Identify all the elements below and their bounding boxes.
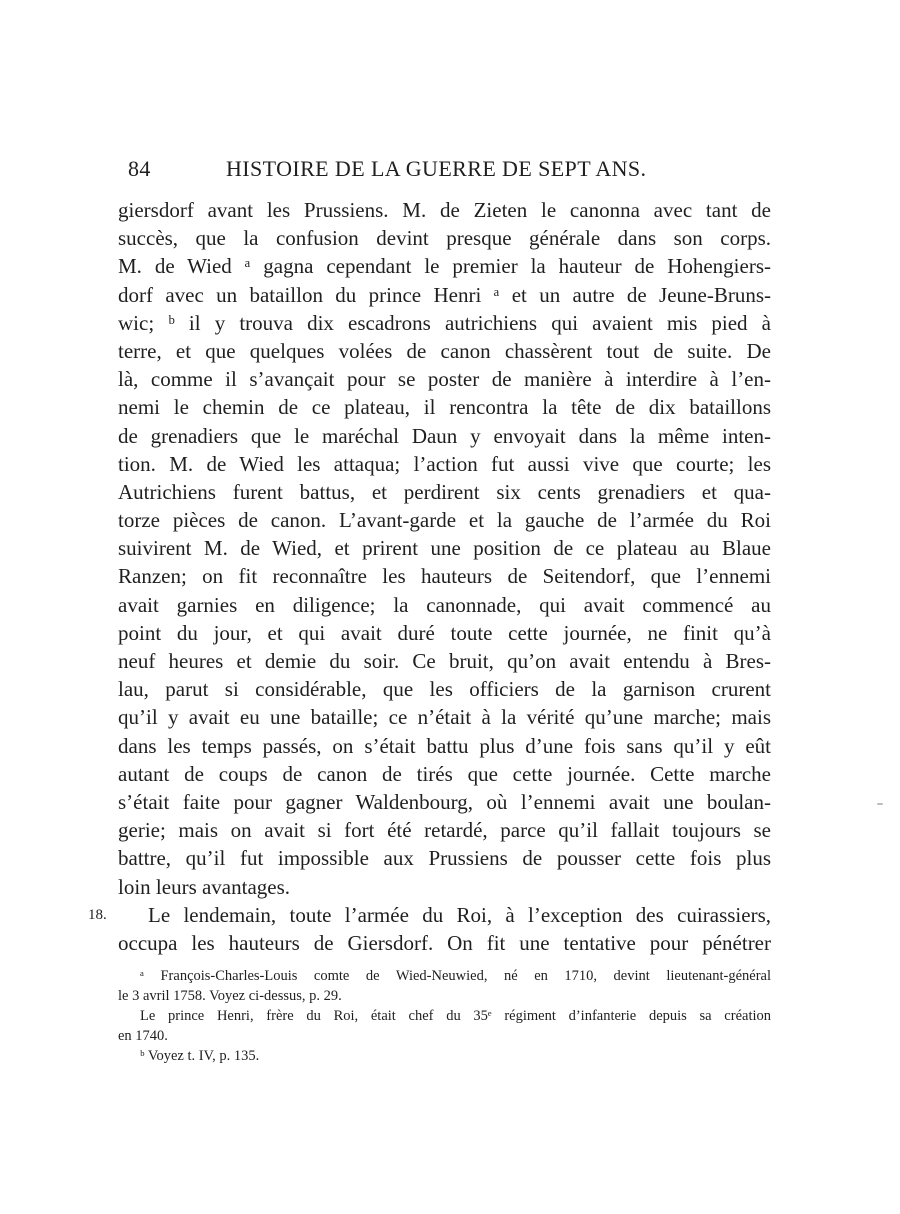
footnote-line: ᵃ François-Charles-Louis comte de Wied-Neuwied, né en 1710, devint lieutenant-général bbox=[140, 968, 771, 984]
text-line: avait garnies en diligence; la canonnade, qui avait commencé au bbox=[118, 592, 771, 617]
text-line: autant de coups de canon de tirés que cette journée. Cette marche bbox=[118, 761, 771, 786]
second-paragraph bbox=[88, 901, 771, 957]
margin-date-number: 18. bbox=[88, 907, 107, 923]
text-line: là, comme il s’avançait pour se poster de manière à interdire à l’en- bbox=[118, 367, 771, 392]
paper-speck bbox=[877, 803, 883, 805]
main-paragraph bbox=[118, 196, 771, 901]
text-line: tion. M. de Wied les attaqua; l’action fut aussi vive que courte; les bbox=[118, 451, 771, 476]
running-head bbox=[128, 156, 768, 186]
text-line: suivirent M. de Wied, et prirent une position de ce plateau au Blaue bbox=[118, 536, 771, 561]
text-line: neuf heures et demie du soir. Ce bruit, qu’on avait entendu à Bres- bbox=[118, 649, 771, 673]
footnote-line: Le prince Henri, frère du Roi, était chef du 35ᵉ régiment d’infanterie depuis sa création bbox=[140, 1008, 771, 1024]
text-line: s’était faite pour gagner Waldenbourg, où l’ennemi avait une boulan- bbox=[118, 789, 771, 814]
page-number: 84 bbox=[128, 156, 151, 181]
text-line: Autrichiens furent battus, et perdirent six cents grenadiers et qua- bbox=[118, 479, 771, 504]
footnotes bbox=[118, 966, 771, 1066]
footnote-line: le 3 avril 1758. Voyez ci-dessus, p. 29. bbox=[118, 988, 342, 1004]
text-line: wic; ᵇ il y trouva dix escadrons autrichiens qui avaient mis pied à bbox=[118, 310, 771, 335]
text-line: Le lendemain, toute l’armée du Roi, à l’exception des cuirassiers, bbox=[148, 903, 771, 927]
text-line: battre, qu’il fut impossible aux Prussiens de pousser cette fois plus bbox=[118, 846, 771, 871]
text-line: gerie; mais on avait si fort été retardé, parce qu’il fallait toujours se bbox=[118, 818, 771, 843]
text-line: succès, que la confusion devint presque générale dans son corps. bbox=[118, 226, 771, 251]
text-line: giersdorf avant les Prussiens. M. de Zieten le canonna avec tant de bbox=[118, 198, 771, 222]
text-line: M. de Wied ᵃ gagna cependant le premier la hauteur de Hohengiers- bbox=[118, 254, 771, 279]
text-line: dans les temps passés, on s’était battu plus d’une fois sans qu’il y eût bbox=[118, 733, 771, 758]
text-line: nemi le chemin de ce plateau, il rencontra la tête de dix bataillons bbox=[118, 395, 771, 420]
text-line: loin leurs avantages. bbox=[118, 874, 291, 899]
text-line: Ranzen; on fit reconnaître les hauteurs de Seitendorf, que l’ennemi bbox=[118, 564, 771, 589]
footnote-line: en 1740. bbox=[118, 1028, 168, 1044]
text-line: terre, et que quelques volées de canon chassèrent tout de suite. De bbox=[118, 338, 771, 363]
text-line: torze pièces de canon. L’avant-garde et la gauche de l’armée du Roi bbox=[118, 508, 771, 533]
running-title: HISTOIRE DE LA GUERRE DE SEPT ANS. bbox=[226, 156, 647, 181]
footnote-line: ᵇ Voyez t. IV, p. 135. bbox=[140, 1048, 260, 1064]
text-line: lau, parut si considérable, que les officiers de la garnison crurent bbox=[118, 677, 771, 702]
text-line: de grenadiers que le maréchal Daun y envoyait dans la même inten- bbox=[118, 423, 771, 448]
text-line: occupa les hauteurs de Giersdorf. On fit une tentative pour pénétrer bbox=[118, 931, 771, 956]
text-line: point du jour, et qui avait duré toute cette journée, ne finit qu’à bbox=[118, 620, 771, 645]
text-line: dorf avec un bataillon du prince Henri ᵃ et un autre de Jeune-Bruns- bbox=[118, 282, 771, 307]
text-line: qu’il y avait eu une bataille; ce n’était à la vérité qu’une marche; mais bbox=[118, 705, 771, 730]
